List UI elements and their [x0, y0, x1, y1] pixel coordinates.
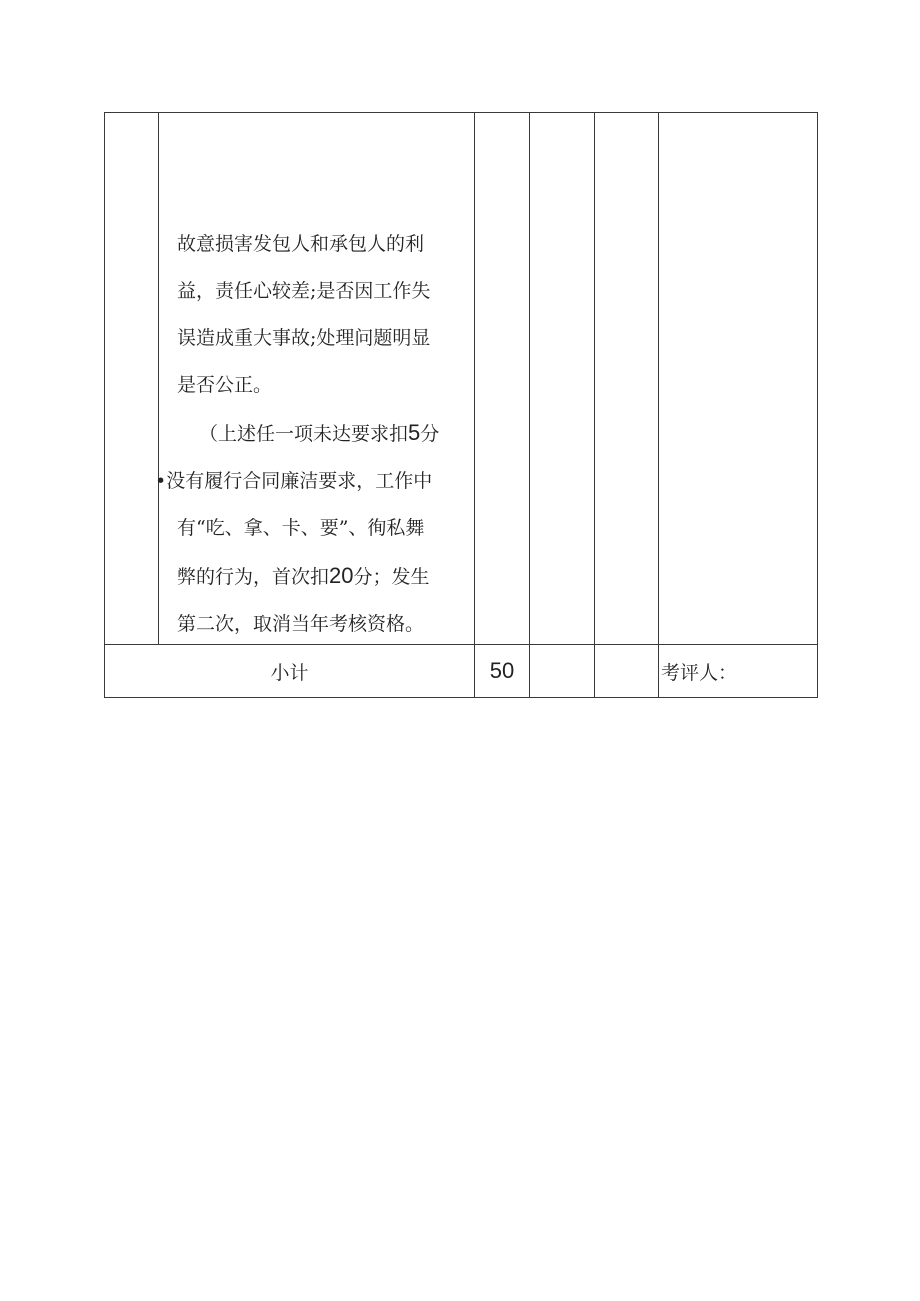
self-assessment-cell — [530, 113, 595, 645]
criteria-line-3: 误造成重大事故;处理问题明显 — [177, 327, 431, 349]
remarks-cell — [659, 113, 818, 645]
criteria-row — [105, 113, 818, 645]
deduction-note: （上述任一项未达要求扣5分 — [199, 420, 440, 445]
criteria-line-4: 是否公正。 — [177, 374, 273, 396]
score-cell — [475, 113, 530, 645]
assessment-table — [104, 112, 818, 698]
criteria-text — [155, 113, 474, 637]
integrity-item-line-2: 有“吃、拿、卡、要”、徇私舞 — [177, 517, 425, 539]
assessment-score-cell — [595, 113, 659, 645]
criteria-line-2: 益，责任心较差;是否因工作失 — [177, 280, 431, 302]
integrity-item-line-4: 第二次，取消当年考核资格。 — [177, 613, 425, 635]
subtotal-row — [105, 645, 818, 698]
subtotal-self-cell — [530, 645, 595, 698]
integrity-item-line-3: 弊的行为，首次扣20分；发生 — [177, 563, 430, 588]
bullet-icon: • — [155, 470, 167, 492]
integrity-item-line-1: •没有履行合同廉洁要求，工作中 — [155, 470, 433, 492]
criteria-line-1: 故意损害发包人和承包人的利 — [177, 233, 425, 255]
reviewer-label: 考评人： — [659, 645, 818, 698]
index-cell — [105, 113, 159, 645]
criteria-cell — [155, 113, 475, 645]
subtotal-label: 小计 — [105, 645, 475, 698]
subtotal-assessed-cell — [595, 645, 659, 698]
subtotal-score: 50 — [475, 645, 530, 698]
